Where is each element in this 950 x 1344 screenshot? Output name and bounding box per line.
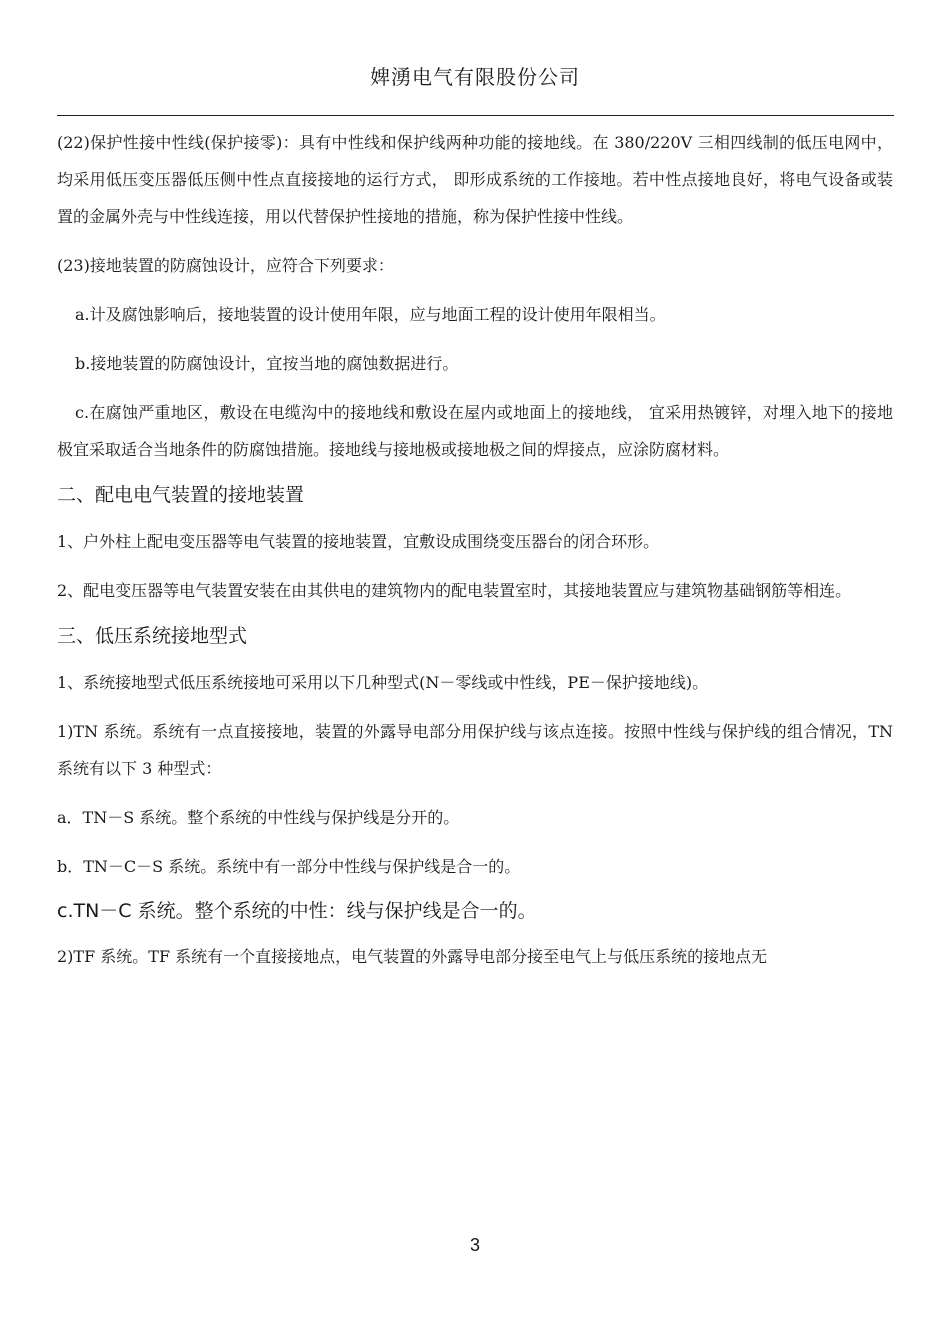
section-3-item-1: 1、系统接地型式低压系统接地可采用以下几种型式(N－零线或中性线，PE－保护接地线)。 <box>57 673 709 692</box>
page-content <box>57 124 893 987</box>
section-2-item-1: 1、户外柱上配电变压器等电气装置的接地装置，宜敷设成围绕变压器台的闭合环形。 <box>57 532 660 551</box>
paragraph-23-c: c.在腐蚀严重地区，敷设在电缆沟中的接地线和敷设在屋内或地面上的接地线， 宜采用热镀锌，对埋入地下的接地极宜采取适合当地条件的防腐蚀措施。接地线与接地极或接地极之间的焊接点，应涂防腐材料。 <box>57 403 893 459</box>
tn-system-paragraph: 1)TN 系统。系统有一点直接接地，装置的外露导电部分用保护线与该点连接。按照中性线与保护线的组合情况，TN 系统有以下 3 种型式： <box>57 722 893 778</box>
company-header: 婢湧电气有限股份公司 <box>370 65 580 89</box>
tn-s-system: a．TN－S 系统。整个系统的中性线与保护线是分开的。 <box>57 808 460 827</box>
section-2-heading: 二、配电电气装置的接地装置 <box>57 484 305 506</box>
paragraph-23: (23)接地装置的防腐蚀设计，应符合下列要求： <box>57 256 394 275</box>
section-2-item-2: 2、配电变压器等电气装置安装在由其供电的建筑物内的配电装置室时，其接地装置应与建筑物基础钢筋等相连。 <box>57 581 852 600</box>
paragraph-22: (22)保护性接中性线(保护接零)：具有中性线和保护线两种功能的接地线。在 380/220V 三相四线制的低压电网中，均采用低压变压器低压侧中性点直接接地的运行方式， 即形成系统的工作接地。若中性点接地良好，将电气设备或装置的金属外壳与中性线连接，用以代替保护性接地的措施，称为保护性接中性线。 <box>57 133 893 226</box>
tn-c-s-system: b．TN－C－S 系统。系统中有一部分中性线与保护线是合一的。 <box>57 857 521 876</box>
header-divider <box>57 115 894 116</box>
page-number: 3 <box>469 1235 480 1255</box>
paragraph-23-b: b.接地装置的防腐蚀设计，宜按当地的腐蚀数据进行。 <box>75 354 459 373</box>
tn-c-system: c.TN－C 系统。整个系统的中性：线与保护线是合一的。 <box>57 900 537 922</box>
paragraph-23-a: a.计及腐蚀影响后，接地装置的设计使用年限，应与地面工程的设计使用年限相当。 <box>75 305 666 324</box>
tf-system-paragraph: 2)TF 系统。TF 系统有一个直接接地点，电气装置的外露导电部分接至电气上与低压系统的接地点无 <box>57 947 768 966</box>
section-3-heading: 三、低压系统接地型式 <box>57 625 248 647</box>
